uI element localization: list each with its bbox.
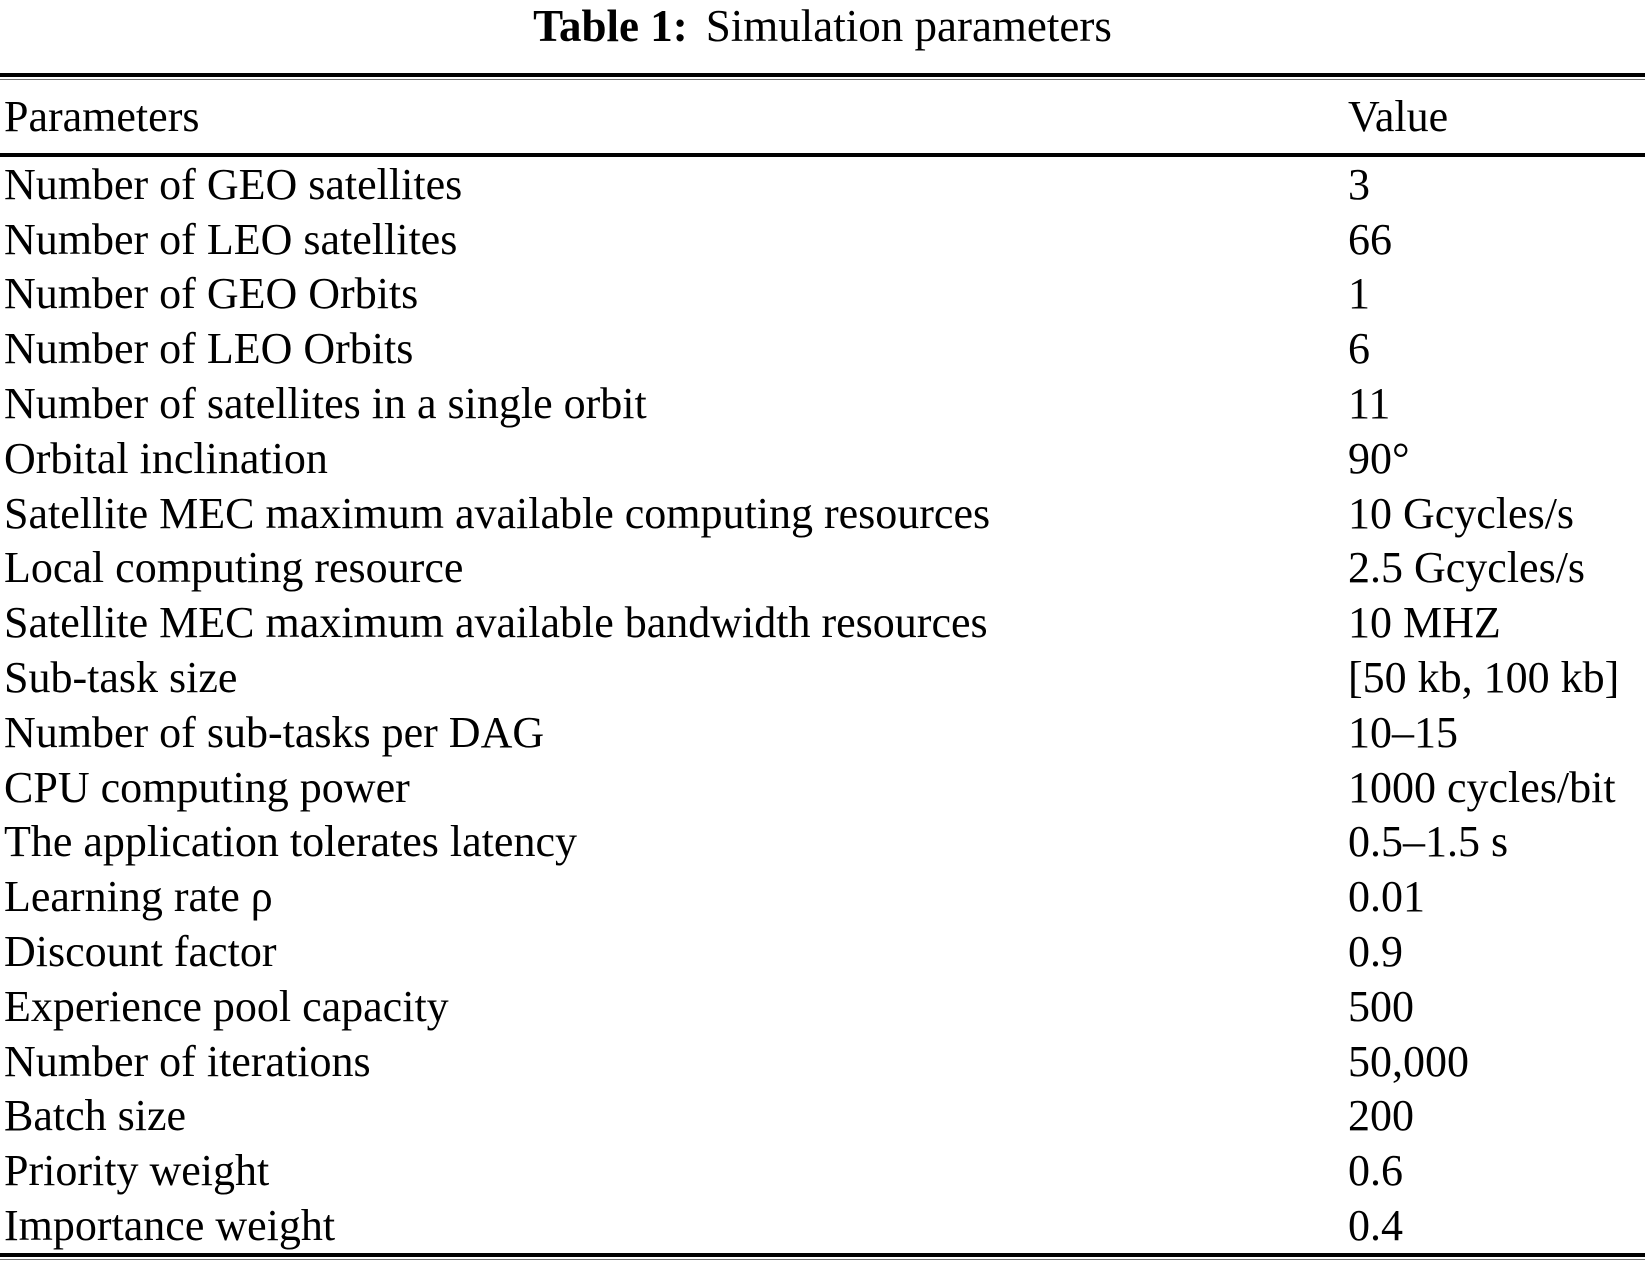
value-cell: 0.4 [1348, 1201, 1403, 1251]
value-cell: 200 [1348, 1091, 1414, 1141]
table-row [0, 267, 1645, 322]
value-cell: 90° [1348, 433, 1410, 483]
parameter-cell: Learning rate ρ [4, 872, 273, 922]
table-caption-label: Table 1: [533, 1, 688, 51]
value-cell: 3 [1348, 159, 1370, 209]
parameters-column-header: Parameters [4, 92, 200, 141]
value-cell: 11 [1348, 379, 1391, 429]
table-row [0, 650, 1645, 705]
parameter-cell: Batch size [4, 1091, 187, 1141]
parameter-cell: Number of GEO Orbits [4, 269, 419, 319]
table-row [0, 212, 1645, 267]
table-row [0, 760, 1645, 815]
parameter-cell: Sub-task size [4, 653, 238, 703]
parameter-cell: Local computing resource [4, 543, 464, 593]
parameter-cell: Discount factor [4, 927, 277, 977]
value-cell: 500 [1348, 981, 1414, 1031]
table-row [0, 924, 1645, 979]
table-row [0, 595, 1645, 650]
value-cell: 6 [1348, 324, 1370, 374]
value-cell: 10 MHZ [1348, 598, 1501, 648]
table-row [0, 979, 1645, 1034]
value-cell: 10–15 [1348, 707, 1458, 757]
value-cell: 0.5–1.5 s [1348, 817, 1509, 867]
parameter-cell: Number of GEO satellites [4, 159, 463, 209]
table-body [0, 157, 1645, 1253]
table-row [0, 1034, 1645, 1089]
table-top-rule [0, 73, 1645, 80]
parameter-cell: Experience pool capacity [4, 981, 449, 1031]
table-caption [0, 0, 1645, 73]
table-row [0, 157, 1645, 212]
table-row [0, 815, 1645, 870]
table-caption-title: Simulation parameters [705, 1, 1112, 51]
table-header-row [0, 80, 1645, 153]
table-row [0, 1198, 1645, 1253]
parameter-cell: CPU computing power [4, 762, 410, 812]
parameter-cell: Number of iterations [4, 1036, 371, 1086]
parameter-cell: Number of LEO satellites [4, 214, 458, 264]
table-row [0, 321, 1645, 376]
value-cell: 1000 cycles/bit [1348, 762, 1616, 812]
table-row [0, 869, 1645, 924]
value-cell: [50 kb, 100 kb] [1348, 653, 1620, 703]
value-cell: 50,000 [1348, 1036, 1469, 1086]
value-cell: 0.9 [1348, 927, 1403, 977]
parameter-cell: Satellite MEC maximum available computing resources [4, 488, 991, 538]
value-cell: 66 [1348, 214, 1392, 264]
table-row [0, 376, 1645, 431]
table-row [0, 1089, 1645, 1144]
parameter-cell: Number of LEO Orbits [4, 324, 414, 374]
value-cell: 10 Gcycles/s [1348, 488, 1575, 538]
table-row [0, 705, 1645, 760]
parameter-cell: Number of sub-tasks per DAG [4, 707, 545, 757]
value-cell: 0.01 [1348, 872, 1425, 922]
value-cell: 2.5 Gcycles/s [1348, 543, 1586, 593]
table-row [0, 541, 1645, 596]
table-bottom-rule [0, 1253, 1645, 1260]
value-column-header: Value [1348, 92, 1449, 141]
parameter-cell: The application tolerates latency [4, 817, 577, 867]
parameter-cell: Priority weight [4, 1146, 270, 1196]
value-cell: 1 [1348, 269, 1370, 319]
parameter-cell: Orbital inclination [4, 433, 328, 483]
table-row [0, 431, 1645, 486]
parameter-cell: Importance weight [4, 1201, 336, 1251]
table-row [0, 486, 1645, 541]
value-cell: 0.6 [1348, 1146, 1403, 1196]
table-row [0, 1143, 1645, 1198]
parameter-cell: Number of satellites in a single orbit [4, 379, 647, 429]
parameter-cell: Satellite MEC maximum available bandwidth resources [4, 598, 988, 648]
